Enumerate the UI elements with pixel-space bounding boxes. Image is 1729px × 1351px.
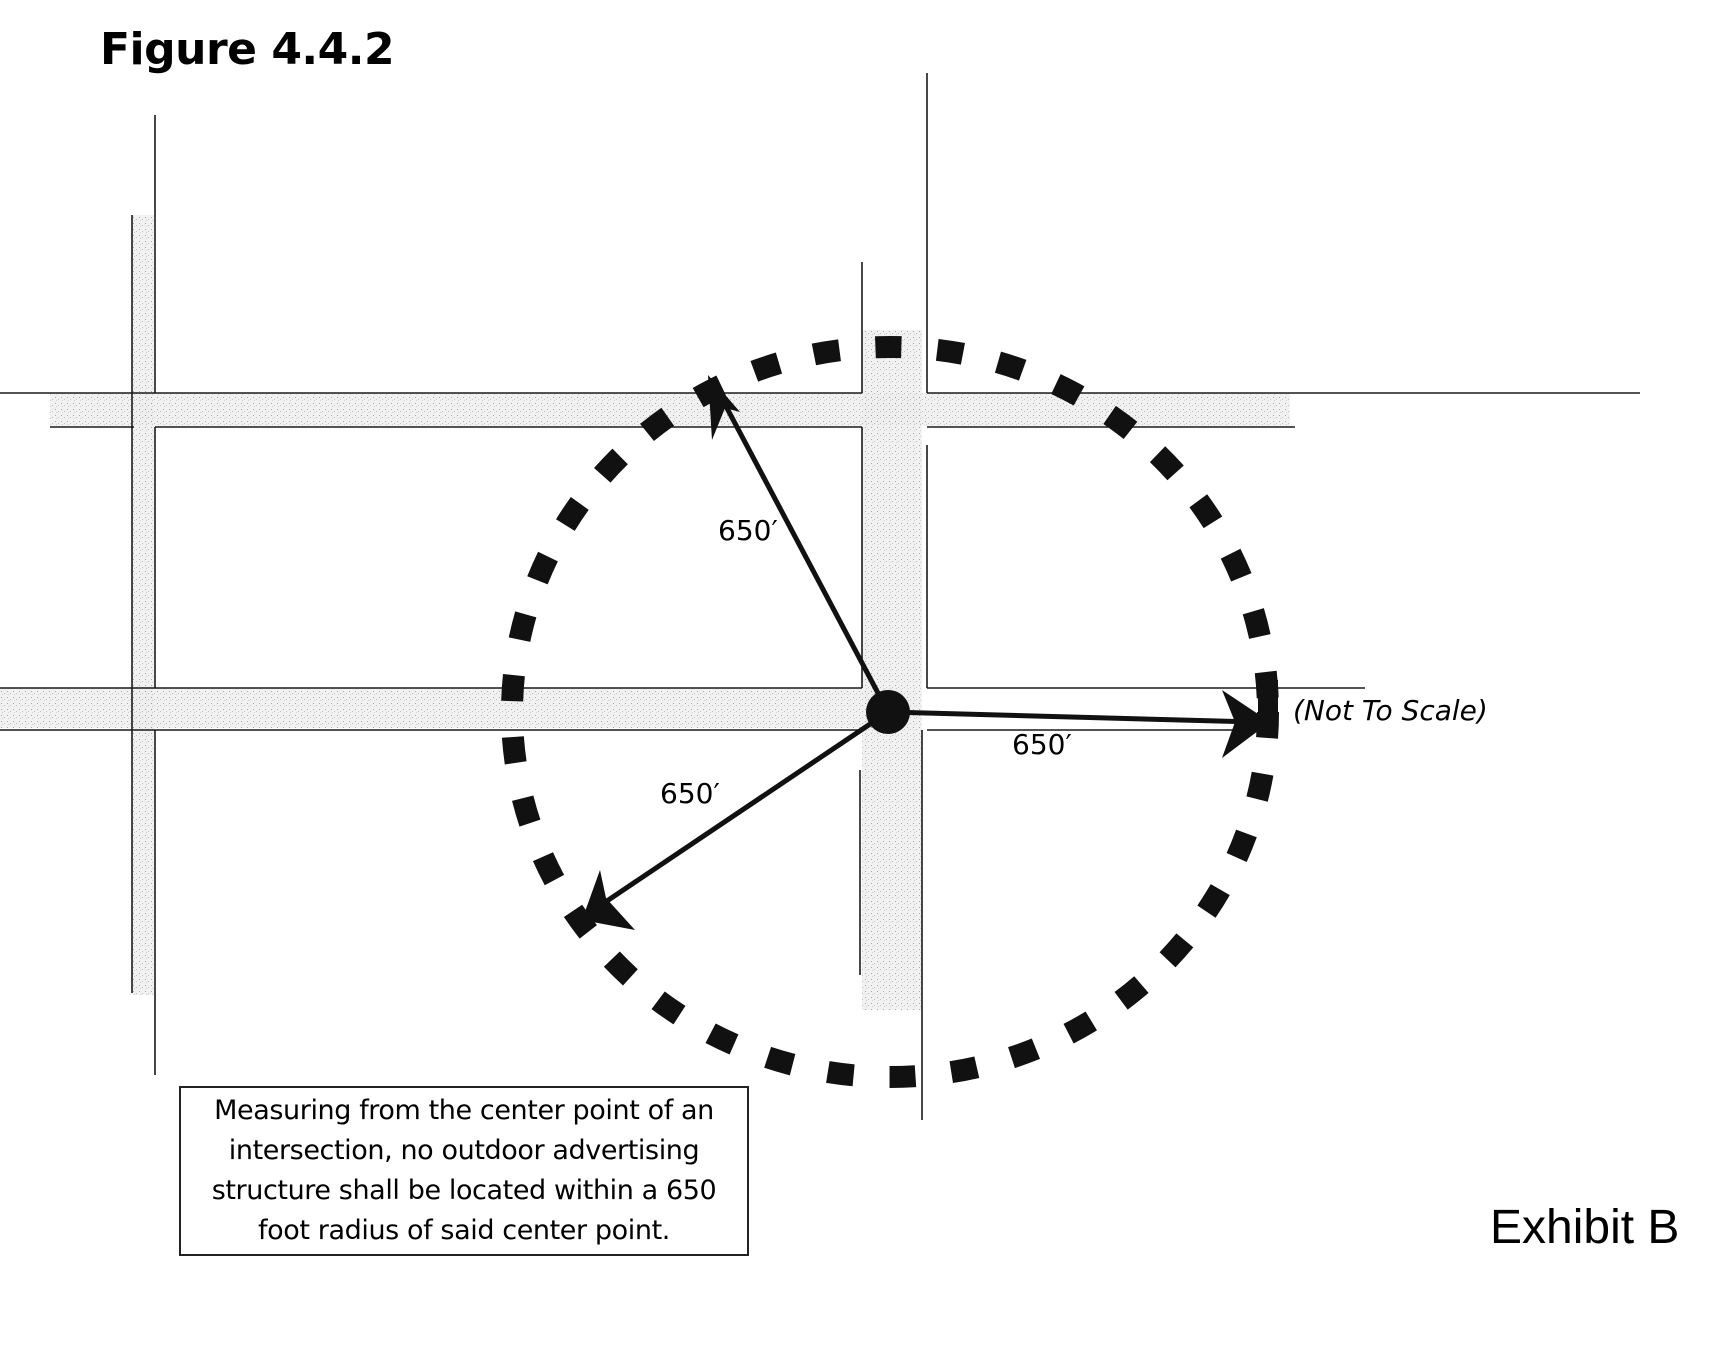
exhibit-label: Exhibit B (1490, 1201, 1680, 1254)
not-to-scale-note: (Not To Scale) (1293, 694, 1488, 727)
road-left-vertical (132, 215, 154, 995)
caption-text: Measuring from the center point of an intersection, no outdoor advertising structure shall be located within a 650 foot radius of said center point. (211, 1095, 717, 1246)
radius-label-up: 650′ (718, 514, 778, 547)
radius-label-right: 650′ (1012, 728, 1072, 761)
radius-arrow-right (888, 712, 1255, 722)
intersection-center-point (866, 690, 910, 734)
road-center-vertical (862, 330, 922, 1010)
street-lines (0, 73, 1640, 1120)
road-surfaces (0, 215, 1290, 1010)
caption-box (179, 1086, 749, 1256)
radius-end-tick (1258, 680, 1278, 732)
radius-arrow-down-left (598, 712, 888, 907)
figure-title: Figure 4.4.2 (100, 24, 395, 75)
arrowhead-up (708, 375, 740, 440)
radius-label-down-left: 650′ (660, 777, 720, 810)
